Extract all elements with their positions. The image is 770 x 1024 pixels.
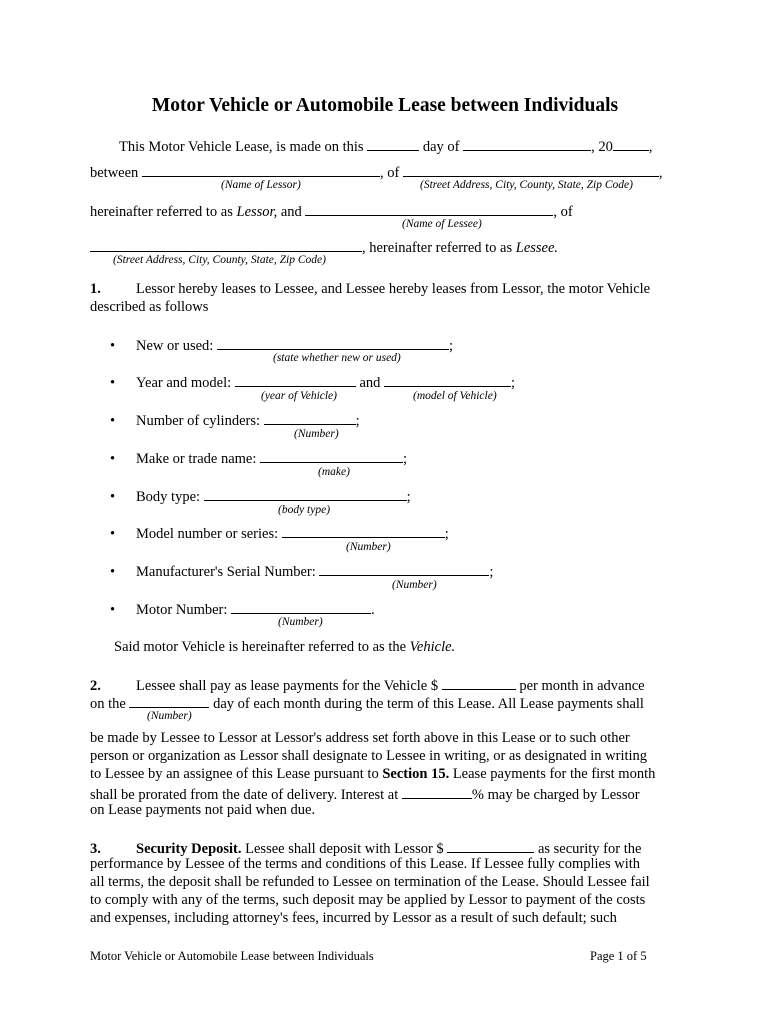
lessor-name-blank[interactable] [142, 163, 380, 177]
cylinders-note: (Number) [294, 428, 339, 440]
lessor-address-note: (Street Address, City, County, State, Zip Code) [420, 179, 633, 191]
intro-line-1: This Motor Vehicle Lease, is made on this day of , 20 , [119, 139, 653, 155]
footer-page-number: Page 1 of 5 [590, 949, 647, 963]
make-blank[interactable] [260, 449, 403, 463]
lessor-name-note: (Name of Lessor) [221, 179, 301, 191]
section-2-line-6: shall be prorated from the date of delivery. Interest at % may be charged by Lessor [90, 787, 640, 803]
payment-day-note: (Number) [147, 710, 192, 722]
year-blank[interactable] [613, 137, 649, 151]
payment-amount-blank[interactable] [442, 676, 516, 690]
bullet-icon: • [110, 489, 116, 505]
section-3-line-4: to comply with any of the terms, such deposit may be applied by Lessor to payment of the costs [90, 892, 646, 908]
section-1-number: 1. [90, 281, 101, 297]
bullet-icon: • [110, 451, 116, 467]
security-deposit-heading: Security Deposit. [136, 841, 242, 857]
lessee-name-note: (Name of Lessee) [402, 218, 482, 230]
body-type-blank[interactable] [204, 487, 407, 501]
section-3-line-2: performance by Lessee of the terms and conditions of this Lease. If Lessee fully complies with [90, 856, 641, 872]
intro-line-2: between , of , [90, 165, 663, 181]
section-3-line-3: all terms, the deposit shall be refunded to Lessee on termination of the Lease. Should Lessee fail [90, 874, 650, 890]
new-or-used-blank[interactable] [217, 336, 449, 350]
new-or-used-note: (state whether new or used) [273, 352, 401, 364]
section-3-number: 3. [90, 841, 101, 857]
footer-title: Motor Vehicle or Automobile Lease between Individuals [90, 949, 374, 963]
section-3-line-5: and expenses, including attorney's fees, incurred by Lessor as a result of such default; such [90, 910, 617, 926]
make-note: (make) [318, 466, 350, 478]
model-note: (model of Vehicle) [413, 390, 497, 402]
item-new-or-used: • New or used: ; [110, 338, 453, 354]
interest-rate-blank[interactable] [402, 785, 472, 799]
item-cylinders: • Number of cylinders: ; [110, 413, 360, 429]
item-body-type: • Body type: ; [110, 489, 411, 505]
said-vehicle-line: Said motor Vehicle is hereinafter referred to as the Vehicle. [114, 639, 456, 655]
lessee-address-note: (Street Address, City, County, State, Zip Code) [113, 254, 326, 266]
section-2-number: 2. [90, 678, 101, 694]
payment-day-blank[interactable] [129, 694, 209, 708]
section-2-line-1: 2. Lessee shall pay as lease payments for the Vehicle $ per month in advance [90, 678, 645, 694]
bullet-icon: • [110, 413, 116, 429]
item-year-and-model: • Year and model: and ; [110, 375, 516, 391]
item-motor-number: • Motor Number: . [110, 602, 375, 618]
vehicle-word: Vehicle. [409, 639, 456, 655]
lessee-address-blank[interactable] [90, 238, 362, 252]
serial-number-note: (Number) [392, 579, 437, 591]
intro-line-4: , hereinafter referred to as Lessee. [90, 238, 558, 256]
cylinders-blank[interactable] [264, 411, 356, 425]
bullet-icon: • [110, 375, 116, 391]
bullet-icon: • [110, 338, 116, 354]
lessor-word: Lessor, [236, 204, 278, 220]
month-blank[interactable] [463, 137, 591, 151]
year-blank-vehicle[interactable] [235, 373, 356, 387]
serial-number-blank[interactable] [319, 562, 489, 576]
document-title: Motor Vehicle or Automobile Lease between Individuals [151, 95, 619, 116]
lessee-name-blank[interactable] [305, 202, 553, 216]
section-2-line-4: person or organization as Lessor shall designate to Lessee in writing, or as designated in writing [90, 748, 648, 764]
section-2-line-2: on the day of each month during the term of this Lease. All Lease payments shall [90, 696, 644, 712]
intro-line-3: hereinafter referred to as Lessor, and , of [90, 204, 573, 220]
motor-number-blank[interactable] [231, 600, 371, 614]
body-type-note: (body type) [278, 504, 331, 516]
section-1-line-2: described as follows [90, 299, 209, 315]
bullet-icon: • [110, 564, 116, 580]
section-2-line-7: on Lease payments not paid when due. [90, 802, 316, 818]
section-2-line-3: be made by Lessee to Lessor at Lessor's address set forth above in this Lease or to such other [90, 730, 630, 746]
model-number-blank[interactable] [282, 524, 445, 538]
bullet-icon: • [110, 602, 116, 618]
model-blank[interactable] [384, 373, 511, 387]
section-2-line-5: to Lessee by an assignee of this Lease pursuant to Section 15. Lease payments for the first month [90, 766, 656, 782]
item-model-number: • Model number or series: ; [110, 526, 449, 542]
day-blank[interactable] [367, 137, 419, 151]
year-note: (year of Vehicle) [261, 390, 337, 402]
motor-number-note: (Number) [278, 616, 323, 628]
section-3-line-1: 3. Security Deposit. Lessee shall deposit with Lessor $ as security for the [90, 841, 642, 857]
item-serial-number: • Manufacturer's Serial Number: ; [110, 564, 494, 580]
section-1-line-1: 1. Lessor hereby leases to Lessee, and Lessee hereby leases from Lessor, the motor Vehicle [90, 281, 651, 297]
section-15-ref: Section 15. [382, 766, 450, 782]
lessee-word: Lessee. [515, 240, 559, 256]
lessor-address-blank[interactable] [403, 163, 659, 177]
security-deposit-blank[interactable] [447, 839, 534, 853]
model-number-note: (Number) [346, 541, 391, 553]
item-make: • Make or trade name: ; [110, 451, 408, 467]
bullet-icon: • [110, 526, 116, 542]
